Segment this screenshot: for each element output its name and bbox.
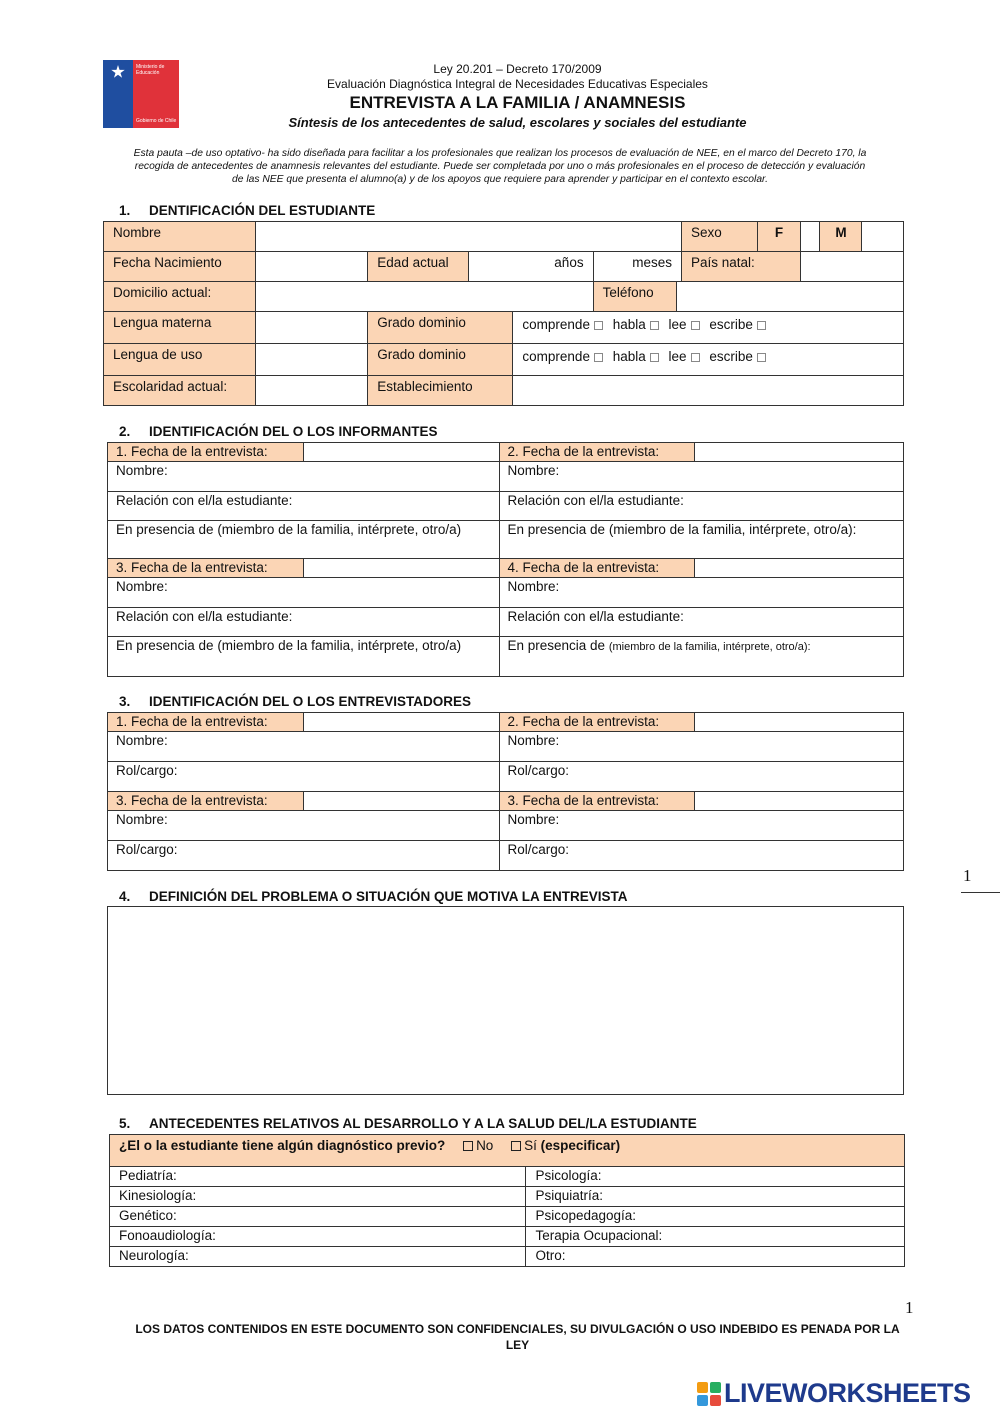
terapia-ocupacional-field[interactable]: Terapia Ocupacional:: [526, 1227, 905, 1247]
logo-text: Educación: [136, 70, 160, 76]
informant-2-nombre[interactable]: Nombre:: [499, 462, 904, 492]
label-edad-actual: Edad actual: [368, 252, 469, 282]
fecha-nacimiento-input[interactable]: [255, 252, 368, 282]
fonoaudiologia-field[interactable]: Fonoaudiología:: [110, 1227, 526, 1247]
interviewer-fecha-1-input[interactable]: [303, 713, 499, 732]
informant-3-presencia[interactable]: En presencia de (miembro de la familia, intérprete, otro/a): [108, 637, 500, 677]
interviewers-table: [107, 712, 904, 871]
informant-2-presencia[interactable]: En presencia de (miembro de la familia, intérprete, otro/a):: [499, 521, 904, 559]
grado-dominio-options: comprende habla lee escribe: [513, 312, 904, 344]
comprende-checkbox[interactable]: [594, 353, 603, 362]
informant-1-relacion[interactable]: Relación con el/la estudiante:: [108, 492, 500, 521]
fecha-entrevista-1-input[interactable]: [303, 443, 499, 462]
psicopedagogia-field[interactable]: Psicopedagogía:: [526, 1207, 905, 1227]
section-2-heading: 2. IDENTIFICACIÓN DEL O LOS INFORMANTES: [119, 424, 438, 439]
interviewer-fecha-4-input[interactable]: [695, 792, 904, 811]
escribe-checkbox[interactable]: [757, 353, 766, 362]
si-checkbox[interactable]: [511, 1141, 521, 1151]
label-fecha-entrevista-4: 4. Fecha de la entrevista:: [499, 559, 695, 578]
nombre-input[interactable]: [255, 222, 681, 252]
fecha-entrevista-4-input[interactable]: [695, 559, 904, 578]
lengua-uso-input[interactable]: [255, 344, 368, 376]
label-escolaridad: Escolaridad actual:: [104, 376, 256, 406]
no-checkbox[interactable]: [463, 1141, 473, 1151]
section-4-heading: 4. DEFINICIÓN DEL PROBLEMA O SITUACIÓN QUE MOTIVA LA ENTREVISTA: [119, 889, 628, 904]
law-reference: Ley 20.201 – Decreto 170/2009: [433, 62, 602, 76]
establecimiento-input[interactable]: [513, 376, 904, 406]
label-fecha-entrevista-2: 2. Fecha de la entrevista:: [499, 443, 695, 462]
section-5-heading: 5. ANTECEDENTES RELATIVOS AL DESARROLLO Y A LA SALUD DEL/LA ESTUDIANTE: [119, 1116, 697, 1131]
label-grado-dominio: Grado dominio: [368, 312, 513, 344]
comprende-checkbox[interactable]: [594, 321, 603, 330]
label-fecha-entrevista-4: 3. Fecha de la entrevista:: [499, 792, 695, 811]
evaluation-title: Evaluación Diagnóstica Integral de Necesidades Educativas Especiales: [327, 77, 708, 91]
label-lengua-uso: Lengua de uso: [104, 344, 256, 376]
interviewer-fecha-3-input[interactable]: [303, 792, 499, 811]
psiquiatria-field[interactable]: Psiquiatría:: [526, 1187, 905, 1207]
label-fecha-entrevista-3: 3. Fecha de la entrevista:: [108, 792, 304, 811]
diagnosis-question: ¿El o la estudiante tiene algún diagnóstico previo?: [119, 1138, 446, 1153]
label-establecimiento: Establecimiento: [368, 376, 513, 406]
liveworksheets-logo: [697, 1378, 971, 1409]
label-fecha-entrevista-1: 1. Fecha de la entrevista:: [108, 443, 304, 462]
interviewer-2-rol[interactable]: Rol/cargo:: [499, 762, 904, 792]
section-1-heading: 1. DENTIFICACIÓN DEL ESTUDIANTE: [119, 203, 376, 218]
pais-natal-input[interactable]: [801, 252, 904, 282]
intro-paragraph: Esta pauta –de uso optativo- ha sido diseñada para facilitar a los profesionales que realizan los procesos de evaluación de NEE, en el marco del Decreto 170, la recogida de antecedentes de anamnesis relevantes del estudiante. Puede ser completada por uno o más profesionales en el proceso de detección y evaluación de las NEE que presenta el alumno(a) y de los apoyos que requiere para aprender y participar en el contexto escolar.: [133, 148, 867, 185]
sexo-f-input[interactable]: [801, 222, 820, 252]
student-identification-table: [103, 221, 904, 406]
label-domicilio: Domicilio actual:: [104, 282, 256, 312]
informant-1-presencia[interactable]: En presencia de (miembro de la familia, intérprete, otro/a): [108, 521, 500, 559]
fecha-entrevista-3-input[interactable]: [303, 559, 499, 578]
problem-definition-textarea[interactable]: [107, 906, 904, 1095]
label-nombre: Nombre: [104, 222, 256, 252]
otro-field[interactable]: Otro:: [526, 1247, 905, 1267]
page-subtitle: Síntesis de los antecedentes de salud, escolares y sociales del estudiante: [288, 115, 747, 130]
document-header: [200, 62, 835, 132]
star-icon: [111, 65, 125, 79]
page-title: ENTREVISTA A LA FAMILIA / ANAMNESIS: [349, 93, 686, 112]
informant-1-nombre[interactable]: Nombre:: [108, 462, 500, 492]
label-fecha-entrevista-2: 2. Fecha de la entrevista:: [499, 713, 695, 732]
informant-4-presencia[interactable]: En presencia de (miembro de la familia, intérprete, otro/a):: [499, 637, 904, 677]
anos-input[interactable]: años: [469, 252, 593, 282]
label-fecha-nacimiento: Fecha Nacimiento: [104, 252, 256, 282]
lengua-materna-input[interactable]: [255, 312, 368, 344]
fecha-entrevista-2-input[interactable]: [695, 443, 904, 462]
page-number: 1: [963, 866, 972, 885]
genetico-field[interactable]: Genético:: [110, 1207, 526, 1227]
psicologia-field[interactable]: Psicología:: [526, 1167, 905, 1187]
liveworksheets-icon: [697, 1382, 721, 1406]
informant-2-relacion[interactable]: Relación con el/la estudiante:: [499, 492, 904, 521]
telefono-input[interactable]: [677, 282, 904, 312]
interviewer-2-nombre[interactable]: Nombre:: [499, 732, 904, 762]
escribe-checkbox[interactable]: [757, 321, 766, 330]
label-grado-dominio: Grado dominio: [368, 344, 513, 376]
sexo-m-input[interactable]: [862, 222, 904, 252]
informant-3-nombre[interactable]: Nombre:: [108, 578, 500, 608]
informants-table: [107, 442, 904, 677]
liveworksheets-text: LIVEWORKSHEETS: [724, 1378, 971, 1408]
lee-checkbox[interactable]: [691, 353, 700, 362]
habla-checkbox[interactable]: [650, 321, 659, 330]
label-fecha-entrevista-3: 3. Fecha de la entrevista:: [108, 559, 304, 578]
label-telefono: Teléfono: [593, 282, 677, 312]
section-3-heading: 3. IDENTIFICACIÓN DEL O LOS ENTREVISTADORES: [119, 694, 472, 709]
logo-text: Ministerio de: [136, 64, 165, 70]
grado-dominio-options: comprende habla lee escribe: [513, 344, 904, 376]
informant-4-relacion[interactable]: Relación con el/la estudiante:: [499, 608, 904, 637]
logo-text: Gobierno de Chile: [136, 118, 177, 124]
habla-checkbox[interactable]: [650, 353, 659, 362]
interviewer-3-nombre[interactable]: Nombre:: [108, 811, 500, 841]
interviewer-4-rol[interactable]: Rol/cargo:: [499, 841, 904, 871]
label-pais-natal: País natal:: [682, 252, 801, 282]
interviewer-3-rol[interactable]: Rol/cargo:: [108, 841, 500, 871]
ministry-logo: [103, 60, 179, 128]
pediatria-field[interactable]: Pediatría:: [110, 1167, 526, 1187]
escolaridad-input[interactable]: [255, 376, 368, 406]
informant-3-relacion[interactable]: Relación con el/la estudiante:: [108, 608, 500, 637]
page-number: 1: [905, 1298, 914, 1317]
neurologia-field[interactable]: Neurología:: [110, 1247, 526, 1267]
informant-4-nombre[interactable]: Nombre:: [499, 578, 904, 608]
label-f: F: [757, 222, 801, 252]
interviewer-1-nombre[interactable]: Nombre:: [108, 732, 500, 762]
label-lengua-materna: Lengua materna: [104, 312, 256, 344]
confidentiality-footer: LOS DATOS CONTENIDOS EN ESTE DOCUMENTO SON CONFIDENCIALES, SU DIVULGACIÓN O USO INDEBIDO ES PENADA POR LA LEY: [135, 1322, 900, 1352]
kinesiologia-field[interactable]: Kinesiología:: [110, 1187, 526, 1207]
lee-checkbox[interactable]: [691, 321, 700, 330]
domicilio-input[interactable]: [255, 282, 593, 312]
meses-input[interactable]: meses: [593, 252, 681, 282]
diagnosis-question-row: ¿El o la estudiante tiene algún diagnóstico previo? No Sí (especificar): [110, 1135, 905, 1167]
label-m: M: [820, 222, 862, 252]
interviewer-4-nombre[interactable]: Nombre:: [499, 811, 904, 841]
label-sexo: Sexo: [682, 222, 758, 252]
health-history-table: [109, 1134, 905, 1267]
divider: [961, 892, 1000, 893]
interviewer-fecha-2-input[interactable]: [695, 713, 904, 732]
interviewer-1-rol[interactable]: Rol/cargo:: [108, 762, 500, 792]
label-fecha-entrevista-1: 1. Fecha de la entrevista:: [108, 713, 304, 732]
